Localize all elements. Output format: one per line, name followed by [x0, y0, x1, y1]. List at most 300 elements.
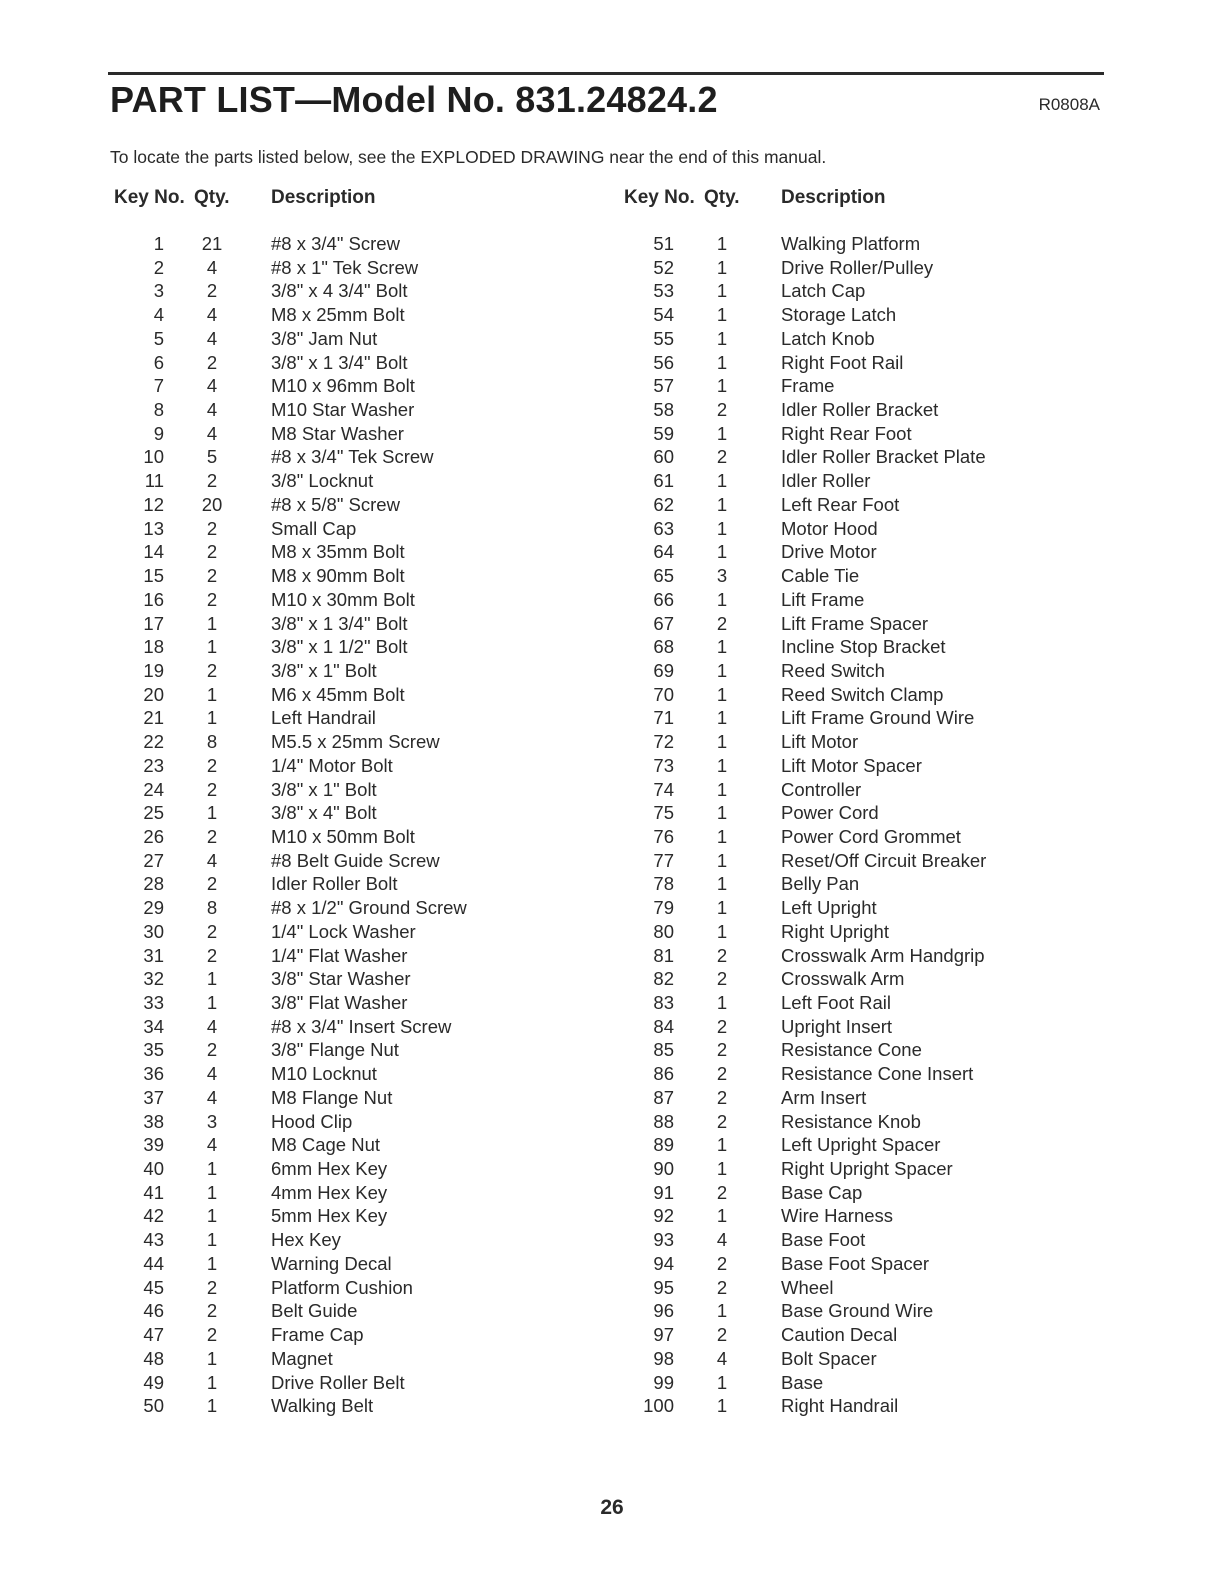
part-quantity: 1	[716, 778, 728, 800]
part-row	[618, 731, 1038, 755]
part-key-number: 40	[143, 1158, 164, 1180]
part-quantity: 2	[206, 565, 218, 587]
part-key-number: 95	[653, 1276, 674, 1298]
part-quantity: 1	[716, 304, 728, 326]
part-description: Frame Cap	[271, 1324, 364, 1346]
part-quantity: 8	[206, 731, 218, 753]
part-description: M8 x 35mm Bolt	[271, 541, 405, 563]
part-quantity: 2	[716, 944, 728, 966]
part-description: Frame	[781, 375, 835, 397]
part-quantity: 2	[206, 754, 218, 776]
part-key-number: 96	[653, 1300, 674, 1322]
part-quantity: 1	[716, 1134, 728, 1156]
part-quantity: 1	[206, 1181, 218, 1203]
part-quantity: 4	[206, 422, 218, 444]
part-quantity: 1	[716, 1158, 728, 1180]
part-key-number: 49	[143, 1371, 164, 1393]
part-description: Controller	[781, 778, 862, 800]
part-quantity: 2	[716, 1086, 728, 1108]
part-row	[618, 873, 1038, 897]
part-key-number: 51	[653, 233, 674, 254]
part-quantity: 1	[206, 1205, 218, 1227]
part-key-number: 84	[653, 1015, 674, 1037]
part-key-number: 55	[653, 327, 674, 349]
part-row	[618, 613, 1038, 637]
part-description: 3/8" x 1 3/4" Bolt	[271, 351, 408, 373]
part-quantity: 2	[716, 612, 728, 634]
part-quantity: 2	[206, 778, 218, 800]
part-key-number: 14	[143, 541, 164, 563]
part-key-number: 89	[653, 1134, 674, 1156]
part-quantity: 1	[716, 897, 728, 919]
part-quantity: 1	[716, 1371, 728, 1393]
part-description: Upright Insert	[781, 1015, 893, 1037]
part-row	[108, 897, 528, 921]
part-description: Lift Frame Spacer	[781, 612, 929, 634]
part-row	[108, 1300, 528, 1324]
part-key-number: 53	[653, 280, 674, 302]
part-row	[108, 684, 528, 708]
part-row	[618, 518, 1038, 542]
part-description: Walking Platform	[781, 233, 921, 254]
part-key-number: 32	[143, 968, 164, 990]
part-quantity: 4	[206, 256, 218, 278]
part-quantity: 1	[206, 683, 218, 705]
part-description: Bolt Spacer	[781, 1347, 877, 1369]
document-code: R0808A	[1038, 95, 1100, 114]
part-quantity: 4	[206, 1134, 218, 1156]
part-key-number: 69	[653, 659, 674, 681]
part-description: Crosswalk Arm	[781, 968, 905, 990]
part-description: Belt Guide	[271, 1300, 358, 1322]
part-key-number: 21	[143, 707, 164, 729]
part-row	[108, 1229, 528, 1253]
part-row	[618, 375, 1038, 399]
part-description: Caution Decal	[781, 1324, 898, 1346]
part-description: Wheel	[781, 1276, 834, 1298]
part-quantity: 1	[716, 825, 728, 847]
part-quantity: 2	[716, 1276, 728, 1298]
part-key-number: 13	[143, 517, 164, 539]
part-quantity: 1	[716, 731, 728, 753]
part-quantity: 20	[201, 493, 223, 515]
part-description: Idler Roller Bolt	[271, 873, 398, 895]
part-key-number: 16	[143, 588, 164, 610]
part-description: Hood Clip	[271, 1110, 353, 1132]
part-key-number: 27	[143, 849, 164, 871]
part-description: 3/8" x 4 3/4" Bolt	[271, 280, 408, 302]
part-key-number: 48	[143, 1347, 164, 1369]
part-quantity: 1	[716, 636, 728, 658]
part-row	[618, 684, 1038, 708]
part-row	[108, 328, 528, 352]
part-row	[108, 873, 528, 897]
part-row	[108, 1087, 528, 1111]
part-key-number: 47	[143, 1324, 164, 1346]
part-row	[618, 968, 1038, 992]
part-row	[108, 1182, 528, 1206]
part-description: Idler Roller	[781, 470, 871, 492]
part-description: #8 x 3/4" Tek Screw	[271, 446, 434, 468]
part-row	[618, 1229, 1038, 1253]
part-quantity: 1	[206, 707, 218, 729]
part-row	[108, 1063, 528, 1087]
part-description: Storage Latch	[781, 304, 897, 326]
part-row	[618, 494, 1038, 518]
part-key-number: 42	[143, 1205, 164, 1227]
part-description: M10 x 30mm Bolt	[271, 588, 415, 610]
part-description: Resistance Cone	[781, 1039, 922, 1061]
part-key-number: 15	[143, 565, 164, 587]
part-key-number: 6	[153, 351, 164, 373]
part-quantity: 1	[716, 1395, 728, 1417]
part-row	[108, 731, 528, 755]
part-quantity: 1	[716, 256, 728, 278]
part-row	[108, 1158, 528, 1182]
part-key-number: 82	[653, 968, 674, 990]
part-quantity: 2	[206, 825, 218, 847]
part-key-number: 87	[653, 1086, 674, 1108]
part-quantity: 1	[206, 992, 218, 1013]
part-description: Belly Pan	[781, 873, 860, 895]
part-quantity: 1	[206, 802, 218, 824]
part-row	[108, 470, 528, 494]
part-description: Motor Hood	[781, 517, 878, 539]
part-quantity: 1	[716, 683, 728, 705]
part-quantity: 4	[206, 375, 218, 397]
part-key-number: 63	[653, 517, 674, 539]
part-quantity: 4	[206, 304, 218, 326]
part-quantity: 2	[206, 1276, 218, 1298]
part-quantity: 2	[716, 446, 728, 468]
part-quantity: 4	[716, 1347, 728, 1369]
part-quantity: 2	[206, 517, 218, 539]
part-description: Resistance Knob	[781, 1110, 921, 1132]
part-description: 5mm Hex Key	[271, 1205, 388, 1227]
part-key-number: 92	[653, 1205, 674, 1227]
part-description: M8 Flange Nut	[271, 1086, 393, 1108]
part-row	[108, 779, 528, 803]
part-row	[618, 921, 1038, 945]
part-row	[618, 660, 1038, 684]
part-description: Right Foot Rail	[781, 351, 904, 373]
part-description: M8 x 90mm Bolt	[271, 565, 405, 587]
part-key-number: 26	[143, 825, 164, 847]
part-quantity: 4	[206, 327, 218, 349]
part-row	[618, 565, 1038, 589]
part-description: M5.5 x 25mm Screw	[271, 731, 440, 753]
qty-header: Qty.	[194, 187, 230, 208]
part-key-number: 44	[143, 1252, 164, 1274]
part-description: M8 x 25mm Bolt	[271, 304, 405, 326]
part-description: Left Rear Foot	[781, 493, 900, 515]
part-description: Left Foot Rail	[781, 992, 892, 1013]
part-description: Latch Knob	[781, 327, 875, 349]
part-quantity: 2	[206, 470, 218, 492]
parts-list-right	[618, 233, 1038, 1419]
part-row	[618, 897, 1038, 921]
part-quantity: 4	[206, 1086, 218, 1108]
part-row	[108, 1253, 528, 1277]
part-key-number: 93	[653, 1229, 674, 1251]
part-row	[618, 1205, 1038, 1229]
description-header: Description	[781, 187, 886, 208]
part-key-number: 99	[653, 1371, 674, 1393]
part-description: Small Cap	[271, 517, 357, 539]
part-row	[618, 257, 1038, 281]
part-description: Base	[781, 1371, 824, 1393]
part-description: Right Upright Spacer	[781, 1158, 953, 1180]
part-row	[618, 1395, 1038, 1419]
part-key-number: 64	[653, 541, 674, 563]
part-key-number: 3	[153, 280, 164, 302]
part-quantity: 2	[716, 1324, 728, 1346]
part-description: 1/4" Lock Washer	[271, 920, 416, 942]
part-row	[618, 707, 1038, 731]
part-row	[108, 304, 528, 328]
part-quantity: 1	[716, 920, 728, 942]
part-description: 1/4" Flat Washer	[271, 944, 408, 966]
part-key-number: 57	[653, 375, 674, 397]
part-description: Left Upright Spacer	[781, 1134, 941, 1156]
part-description: Cable Tie	[781, 565, 860, 587]
part-row	[618, 304, 1038, 328]
part-key-number: 25	[143, 802, 164, 824]
part-key-number: 60	[653, 446, 674, 468]
part-row	[108, 494, 528, 518]
part-description: Crosswalk Arm Handgrip	[781, 944, 985, 966]
part-row	[108, 968, 528, 992]
part-description: Resistance Cone Insert	[781, 1063, 974, 1085]
part-key-number: 70	[653, 683, 674, 705]
part-quantity: 2	[206, 1300, 218, 1322]
part-key-number: 10	[143, 446, 164, 468]
part-key-number: 45	[143, 1276, 164, 1298]
part-row	[108, 1324, 528, 1348]
part-description: Idler Roller Bracket	[781, 399, 939, 421]
part-description: Lift Motor	[781, 731, 859, 753]
part-description: Reset/Off Circuit Breaker	[781, 849, 987, 871]
part-key-number: 98	[653, 1347, 674, 1369]
part-row	[618, 1253, 1038, 1277]
part-row	[618, 779, 1038, 803]
part-quantity: 1	[716, 541, 728, 563]
part-description: 3/8" x 1" Bolt	[271, 778, 377, 800]
part-key-number: 71	[653, 707, 674, 729]
part-description: Latch Cap	[781, 280, 866, 302]
part-row	[108, 802, 528, 826]
intro-text: To locate the parts listed below, see the EXPLODED DRAWING near the end of this manual.	[110, 147, 827, 167]
part-quantity: 1	[716, 754, 728, 776]
part-row	[108, 541, 528, 565]
part-row	[618, 233, 1038, 257]
part-row	[618, 1016, 1038, 1040]
part-key-number: 100	[643, 1395, 674, 1417]
part-description: Wire Harness	[781, 1205, 894, 1227]
part-quantity: 1	[716, 422, 728, 444]
part-quantity: 2	[206, 873, 218, 895]
part-key-number: 4	[153, 304, 164, 326]
part-description: #8 Belt Guide Screw	[271, 849, 440, 871]
part-description: #8 x 5/8" Screw	[271, 493, 400, 515]
part-quantity: 1	[206, 1371, 218, 1393]
part-key-number: 85	[653, 1039, 674, 1061]
part-key-number: 94	[653, 1252, 674, 1274]
part-description: Arm Insert	[781, 1086, 867, 1108]
part-row	[108, 352, 528, 376]
part-key-number: 8	[153, 399, 164, 421]
part-key-number: 76	[653, 825, 674, 847]
part-description: 3/8" Flange Nut	[271, 1039, 399, 1061]
part-quantity: 1	[716, 280, 728, 302]
part-quantity: 1	[716, 233, 728, 254]
part-row	[618, 399, 1038, 423]
part-key-number: 34	[143, 1015, 164, 1037]
part-row	[618, 589, 1038, 613]
part-description: M6 x 45mm Bolt	[271, 683, 405, 705]
part-quantity: 1	[716, 351, 728, 373]
part-row	[618, 541, 1038, 565]
part-row	[108, 992, 528, 1016]
part-key-number: 19	[143, 659, 164, 681]
part-key-number: 11	[144, 470, 164, 492]
part-key-number: 77	[653, 849, 674, 871]
part-row	[108, 1111, 528, 1135]
part-description: Base Cap	[781, 1181, 863, 1203]
part-key-number: 52	[653, 256, 674, 278]
part-quantity: 1	[206, 1229, 218, 1251]
part-quantity: 2	[716, 1063, 728, 1085]
part-row	[618, 423, 1038, 447]
part-key-number: 65	[653, 565, 674, 587]
part-description: #8 x 1/2" Ground Screw	[271, 897, 467, 919]
part-row	[618, 1063, 1038, 1087]
part-description: M8 Cage Nut	[271, 1134, 380, 1156]
part-key-number: 18	[143, 636, 164, 658]
part-key-number: 37	[143, 1086, 164, 1108]
part-quantity: 4	[716, 1229, 728, 1251]
part-row	[108, 826, 528, 850]
part-quantity: 2	[206, 541, 218, 563]
part-key-number: 7	[153, 375, 164, 397]
part-description: 3/8" x 1" Bolt	[271, 659, 377, 681]
part-quantity: 2	[206, 944, 218, 966]
part-description: 1/4" Motor Bolt	[271, 754, 393, 776]
part-quantity: 2	[716, 1181, 728, 1203]
part-row	[108, 1348, 528, 1372]
part-key-number: 43	[143, 1229, 164, 1251]
part-description: Left Handrail	[271, 707, 376, 729]
part-quantity: 3	[206, 1110, 218, 1132]
part-row	[108, 257, 528, 281]
top-rule	[108, 72, 1104, 75]
part-key-number: 67	[653, 612, 674, 634]
part-row	[618, 802, 1038, 826]
part-quantity: 2	[716, 1110, 728, 1132]
part-description: Lift Frame	[781, 588, 865, 610]
part-row	[108, 565, 528, 589]
part-key-number: 91	[653, 1181, 674, 1203]
part-key-number: 75	[653, 802, 674, 824]
part-row	[108, 1134, 528, 1158]
part-description: Power Cord Grommet	[781, 825, 961, 847]
part-row	[618, 826, 1038, 850]
page-number: 26	[600, 1496, 624, 1519]
part-key-number: 58	[653, 399, 674, 421]
part-quantity: 1	[206, 612, 218, 634]
part-key-number: 86	[653, 1063, 674, 1085]
part-description: Incline Stop Bracket	[781, 636, 946, 658]
part-quantity: 1	[716, 707, 728, 729]
part-key-number: 20	[143, 683, 164, 705]
part-description: Drive Motor	[781, 541, 877, 563]
part-row	[618, 352, 1038, 376]
page-title: PART LIST—Model No. 831.24824.2	[110, 79, 718, 120]
part-row	[108, 613, 528, 637]
part-key-number: 54	[653, 304, 674, 326]
part-row	[108, 707, 528, 731]
part-row	[108, 1039, 528, 1063]
part-row	[618, 1158, 1038, 1182]
part-quantity: 2	[716, 399, 728, 421]
part-description: Lift Motor Spacer	[781, 754, 922, 776]
part-description: Right Rear Foot	[781, 422, 912, 444]
part-key-number: 39	[143, 1134, 164, 1156]
part-description: Base Foot Spacer	[781, 1252, 930, 1274]
part-description: 3/8" x 4" Bolt	[271, 802, 377, 824]
part-key-number: 66	[653, 588, 674, 610]
part-key-number: 9	[153, 422, 164, 444]
part-key-number: 46	[143, 1300, 164, 1322]
parts-list-left	[108, 233, 528, 1419]
part-description: 3/8" Jam Nut	[271, 327, 378, 349]
part-key-number: 17	[143, 612, 164, 634]
part-description: 4mm Hex Key	[271, 1181, 388, 1203]
part-quantity: 2	[206, 588, 218, 610]
part-row	[108, 921, 528, 945]
part-key-number: 61	[653, 470, 674, 492]
part-quantity: 2	[206, 280, 218, 302]
part-row	[618, 755, 1038, 779]
part-row	[618, 1372, 1038, 1396]
part-row	[108, 1372, 528, 1396]
part-description: 6mm Hex Key	[271, 1158, 388, 1180]
part-key-number: 88	[653, 1110, 674, 1132]
part-row	[618, 992, 1038, 1016]
part-row	[618, 280, 1038, 304]
description-header: Description	[271, 187, 376, 208]
part-key-number: 5	[153, 327, 164, 349]
part-quantity: 1	[716, 849, 728, 871]
part-quantity: 8	[206, 897, 218, 919]
part-quantity: 1	[716, 1300, 728, 1322]
part-description: Magnet	[271, 1347, 333, 1369]
part-description: 3/8" Flat Washer	[271, 992, 408, 1013]
part-description: M10 Locknut	[271, 1063, 377, 1085]
part-quantity: 1	[716, 873, 728, 895]
part-quantity: 2	[716, 1015, 728, 1037]
part-description: #8 x 3/4" Screw	[271, 233, 400, 254]
part-description: M10 x 96mm Bolt	[271, 375, 415, 397]
part-key-number: 78	[653, 873, 674, 895]
part-quantity: 4	[206, 399, 218, 421]
part-quantity: 1	[716, 588, 728, 610]
part-row	[108, 233, 528, 257]
part-row	[618, 1300, 1038, 1324]
part-key-number: 2	[153, 256, 164, 278]
part-key-number: 31	[143, 944, 164, 966]
part-key-number: 56	[653, 351, 674, 373]
